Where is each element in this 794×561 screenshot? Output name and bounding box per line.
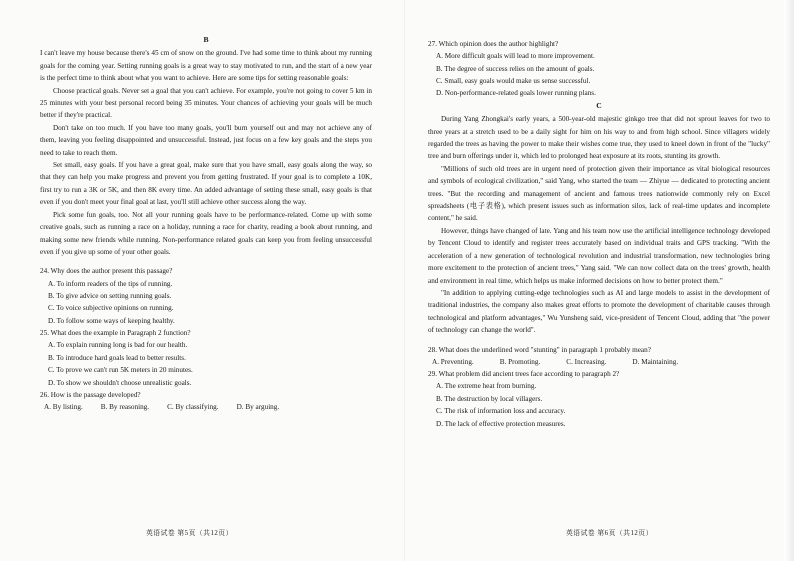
question-stem: 28. What does the underlined word "stunting" in paragraph 1 probably mean?	[428, 345, 651, 354]
passage-b-paragraph-2: Choose practical goals. Never set a goal that you can't achieve. For example, you're not going to cover 5 km in 25 minutes with your best personal record being 35 minutes. Your chances of achieving your goals will be much better if they're practical.	[40, 86, 372, 120]
question-stem: 27. Which opinion does the author highlight?	[428, 40, 559, 48]
inline-options	[428, 356, 770, 368]
question-28	[428, 344, 770, 369]
page-divider	[404, 0, 405, 561]
option-c: C. By classifying.	[167, 403, 219, 412]
right-page	[428, 38, 770, 430]
option-b: B. To introduce hard goals lead to better results.	[48, 353, 186, 362]
option-c: C. Increasing.	[566, 357, 607, 366]
question-stem: 29. What problem did ancient trees face according to paragraph 2?	[428, 370, 620, 379]
option-b: B. The degree of success relies on the amount of goals.	[436, 64, 595, 73]
option-a: A. To inform readers of the tips of running.	[48, 279, 173, 288]
option-d: D. By arguing.	[236, 403, 280, 412]
option-c: C. The risk of information loss and accuracy.	[436, 407, 566, 416]
passage-c-paragraph-2: "Millions of such old trees are in urgent need of protection given their importance as vital biological resources and symbols of ecological civilization," said Yang, who started the team — Zhiyue — dedicated to protecting ancient trees. "But the recording and management of ancient and famous trees nationwide commonly rely on Excel spreadsheets (电子表格), which present issues such as information silos, lack of real-time updates and incomplete content," he said.	[428, 164, 770, 223]
option-d: D. The lack of effective protection measures.	[436, 419, 566, 428]
question-26	[40, 389, 372, 414]
passage-b-paragraph-1: I can't leave my house because there's 45 cm of snow on the ground. I've had some time to think about my running goals for the coming year. Setting running goals is a great way to stay motivated to run, and the start of a new year is the perfect time to think about what you want to achieve. Here are some tips for setting reasonable goals:	[40, 49, 372, 83]
question-27	[428, 38, 770, 100]
section-label-b: B	[203, 35, 209, 44]
question-29	[428, 368, 770, 430]
passage-c-paragraph-3: However, things have changed of late. Yang and his team now use the artificial intelligence technology developed by Tencent Cloud to identify and register trees accurately based on individual traits and GPS tracking. "With the acceleration of a new generation of technological revolution and industrial transformation, new technologies bring more excitement to the protection of ancient trees," Yang said. "We can now collect data on the trees' growth, health and environment in real time, which helps us make informed decisions on how to better protect them."	[428, 226, 770, 285]
option-d: D. To show we shouldn't choose unrealistic goals.	[48, 378, 192, 387]
option-a: A. The extreme heat from burning.	[436, 382, 537, 391]
option-a: A. To explain running long is bad for our health.	[48, 341, 188, 350]
option-a: A. By listing.	[44, 403, 83, 412]
page-footer-left: 英语试卷 第5页（共12页）	[146, 530, 233, 537]
passage-b-paragraph-4: Set small, easy goals. If you have a great goal, make sure that you have small, easy goals along the way, so that they can help you make progress and prevent you from getting frustrated. If your goal is to complete a 10K, first try to run a 3K or 5K, and then 8K every time. An added advantage of setting these small, easy goals is that even if you don't meet your final goal at last, you'll still achieve other success along the way.	[40, 161, 372, 207]
passage-b-paragraph-5: Pick some fun goals, too. Not all your running goals have to be performance-related. Come up with some creative goals, such as running a race on a holiday, running a race for charity, reading a book about running, and making some new friends while running. Non-performance related goals can keep you from feeling unsuccessful even if you give up some of your other goals.	[40, 210, 372, 256]
option-b: B. The destruction by local villagers.	[436, 394, 543, 403]
option-d: D. To follow some ways of keeping healthy.	[48, 316, 175, 325]
question-24	[40, 265, 372, 327]
option-a: A. Preventing.	[432, 357, 474, 366]
section-label-c: C	[596, 100, 602, 110]
option-d: D. Non-performance-related goals lower running plans.	[436, 89, 596, 98]
scan-edge-shadow	[784, 0, 794, 561]
option-b: B. Promoting.	[499, 357, 541, 366]
question-stem: 24. Why does the author present this passage?	[40, 267, 173, 276]
passage-c-paragraph-4: "In addition to applying cutting-edge technologies such as AI and large models to assist in the development of traditional industries, the company also makes great efforts to promote the development of charitable causes through technological and platform advantages," Wu Yunsheng said, vice-president of Tencent Cloud, adding that "the power of technology can change the world".	[428, 288, 770, 335]
option-c: C. To prove we can't run 5K meters in 20 minutes.	[48, 366, 193, 375]
option-a: A. More difficult goals will lead to more improvement.	[436, 52, 595, 61]
passage-b-paragraph-3: Don't take on too much. If you have too many goals, you'll burn yourself out and may not achieve any of them, leaving you feeling disappointed and unsuccessful. Instead, just focus on a few key goals and the steps you need to take to reach them.	[40, 123, 372, 157]
inline-options	[40, 401, 372, 413]
page-footer-right: 英语试卷 第6页（共12页）	[566, 530, 653, 537]
question-stem: 26. How is the passage developed?	[40, 390, 141, 399]
question-25	[40, 327, 372, 389]
passage-c-paragraph-1: During Yang Zhongkai's early years, a 500-year-old majestic ginkgo tree that did not sprout leaves for two to three years at a stretch used to be a daily sight for him on his way to and from high school. Since villagers widely regarded the trees as having the power to make their wishes come true, they used to kneel down in front of the "lucky" tree and burn offerings under it, which led to prolonged heat exposure at its roots, stunting its growth.	[428, 115, 770, 161]
option-b: B. To give advice on setting running goals.	[48, 291, 172, 300]
option-b: B. By reasoning.	[100, 403, 150, 412]
option-c: C. Small, easy goals would make us sense successful.	[436, 77, 591, 86]
option-d: D. Maintaining.	[632, 357, 679, 366]
question-stem: 25. What does the example in Paragraph 2 function?	[40, 329, 191, 338]
option-c: C. To voice subjective opinions on running.	[48, 304, 174, 313]
left-page	[40, 34, 372, 414]
